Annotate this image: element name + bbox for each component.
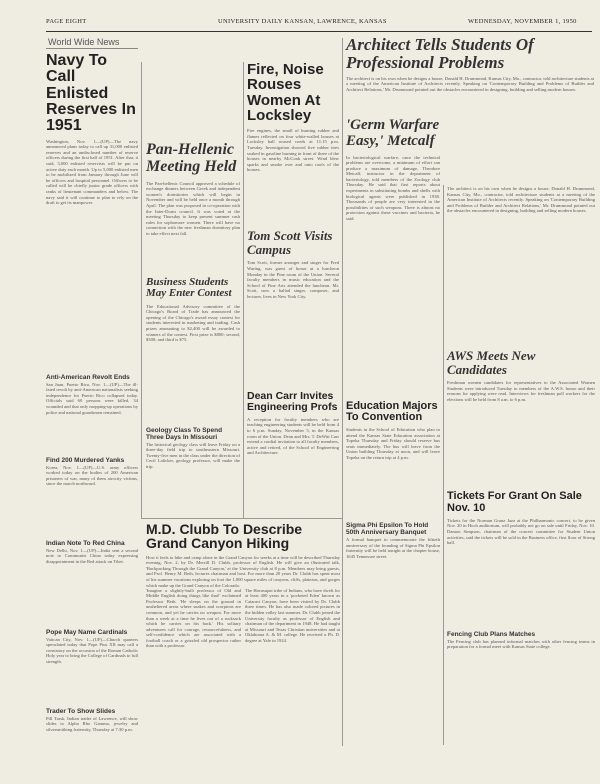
germ-story: In bacteriological warfare, once the technical problems are overcome, a minimum of effort can produce a maximum of damage, Theodore Metcalf, instructor in the department of bacteriology, told members of the Zoology club Thursday. He said that first reports about experiments in substituting bombs and shells with biological agents were published in 1938. Thousands of people are very interested in the possibilities of such weapons. There is almost no protection against these vaccines and bacteria, he said. — [346, 154, 440, 222]
panhellenic-headline: Pan-Hellenic Meeting Held — [146, 141, 237, 175]
geology-headline: Geology Class To Spend Three Days In Missouri — [146, 426, 223, 441]
aws-column — [447, 186, 595, 748]
clubb-lead: How it feels to hike and camp alone in the Grand Canyon for weeks at a time will be described Thursday evening, Nov. 2, by Dr. Merrill D. Clubb, professor of English. He will give an illustrated talk, 'Backpacking Through the Grand Canyon,' at the University club at 8 p.m. Members may bring guests, and Prof. Henry M. Beth, lectures chairman and host. For more than 20 years Dr. Clubb has spent most of his summer vacations exploring on foot the 1,000 square miles of canyons, cliffs, plateaus, and gorges which make up the Grand Canyon of the Colorado. — [146, 554, 340, 588]
column-divider — [243, 62, 244, 518]
issue-date: WEDNESDAY, NOVEMBER 1, 1950 — [468, 18, 577, 25]
revolt-headline: Anti-American Revolt Ends — [46, 373, 130, 381]
panhellenic-column — [146, 142, 240, 516]
fire-story: Fire engines, the small of burning rubber and flames reflected on four white-walled houses at Locksley hall roused coeds at 11:15 p.m. Tuesday. Investigation showed five rubber tires soaked in gasoline burning in front of three of the houses in nearby McCook street. Wind blew sparks and smoke over and onto roofs of the houses. — [247, 128, 339, 173]
germ-column — [346, 118, 440, 748]
revolt-story: San Juan, Puerto Rico, Nov. 1—(UP)—The ill-fated revolt by anti-American nationalists seeking independence for Puerto Rico collapsed today. Officials said 60 persons were killed, 34 wounded and that only mopping-up operations by police and national guardsmen remained. — [46, 381, 138, 415]
clubb-column-left: 'Imagine a slightly-built professor of Old and Middle English doing things like that!' exclaimed Professor Beth. 'He sleeps on the ground in unsheltered areas where snakes and scorpions are common, and yet he carries no weapon. For more than a week at a time he lives out of a rucksack which he carries on his back.' His solitary adventures call for courage, resourcefulness, and self-confidence which are associated with a football coach or a grizzled old prospector rather than with a professor. — [146, 587, 241, 649]
clubb-column-right: The Havasupai tribe of Indians, who have dwelt for at least 400 years in a 'pocketed Eden' known as Cataract Canyon, have been visited by Dr. Clubb three times. He has also made colored pictures in the hidden valley last summer. Dr. Clubb joined the University faculty as professor of English and chairman of the department in 1948. He had taught at Missouri and Texas Christian universities and at Oklahoma A. & M. college. He received a Ph. D. degree at Yale in 1924. — [245, 587, 340, 643]
education-story: Students in the School of Education who plan to attend the Kansas State Education association at Topeka Thursday and Friday should reserve bus seats immediately. The bus will leave from the Union building Thursday at noon, and will leave Topeka on the return trip at 4 p.m. — [346, 426, 440, 460]
fencing-headline: Fencing Club Plans Matches — [447, 630, 536, 638]
navy-story: Washington, Nov. 1—(UP)—The navy announced plans today to call up 31,000 enlisted reserves and an undisclosed number of reserve officers during the first half of 1951. After that, it said, 3,000 enlisted reservists will be put on active duty each month. Up to 5,000 enlisted men to be mobilized from January through June will be officers and hospital personnel. Officers to be called will be chiefly junior grade officers with ranks of lieutenant commanders and below. The navy said it will continue to plan to rely on the draft to get its manpower. — [46, 138, 138, 206]
germ-headline: 'Germ Warfare Easy,' Metcalf — [346, 117, 440, 149]
aws-story: Freshman women candidates for representatives to the Associated Women Students were introduced Tuesday to members of the A.W.S. house and their reasons for applying were read. Interviews for freshman poll workers for the elections will be held from 8 a.m. to 6 p.m. — [447, 380, 595, 403]
pope-headline: Pope May Name Cardinals — [46, 628, 128, 636]
scott-headline: Tom Scott Visits Campus — [247, 228, 333, 257]
sigma-story: A formal banquet to commemorate the fiftieth anniversary of the founding of Sigma Phi Epsilon fraternity will be held tonight at the chapter house, 1645 Tennessee street. — [346, 536, 440, 559]
section-title: World Wide News — [46, 36, 138, 49]
india-headline: Indian Note To Red China — [46, 539, 125, 547]
dean-headline: Dean Carr Invites Engineering Profs — [247, 390, 338, 414]
trader-story: Pill Trask, Indian trader of Lawrence, will show slides to Alpha Rho Gamma, jewelry and silversmithing fraternity, Thursday at 7:30 p.m. — [46, 715, 138, 732]
geology-story: The historical geology class will leave Friday on a three-day field trip to southeastern Missouri. Twenty-five men in the class under the direction of Cecil Lalicker, geology professor, will make the trip. — [146, 441, 240, 470]
scott-story: Tom Scott, former arranger and singer for Fred Waring, was guest of honor at a luncheon Monday in the Pine room of the Union. Several faculty members in music education and the School of Fine Arts attended the luncheon. Mr. Scott, now a ballad singer, composer, and lecturer, lives in New York City. — [247, 260, 339, 300]
business-headline: Business Students May Enter Contest — [146, 275, 232, 300]
world-news-column — [46, 36, 138, 748]
dean-story: A reception for faculty members who are teaching engineering students will be held from 4 to 6 p.m. Sunday, November 5, in the Kansas room of the Union. Dean and Mrs. T. DeWitt Carr extend a cordial invitation to all faculty members, active and retired, of the School of Engineering and Architecture. — [247, 416, 340, 456]
header-rule — [46, 31, 592, 32]
architect-continued: The architect is on his own when he designs a house, Donald H. Drummond, Kansas City, Mo., contractor, told architecture students at a meeting of the American Institute of Architects recently. Speaking on 'Contemporary Building and Problems of Builder and Architect Relations,' Mr. Drummond pointed out the obstacles encountered in designing, building and selling modern houses. — [447, 186, 595, 214]
sigma-headline: Sigma Phi Epsilon To Hold 50th Anniversary Banquet — [346, 521, 429, 536]
yanks-headline: Find 200 Murdered Yanks — [46, 456, 125, 464]
india-story: New Delhi, Nov. 1—(UP)—India sent a second note to Communist China today expressing disappointment in the Red attack on Tibet. — [46, 547, 138, 564]
trader-headline: Trader To Show Slides — [46, 707, 116, 715]
yanks-story: Korea, Nov. 1—(UP)—U.S. army officers worked today on the bodies of 200 American prisoners of war, many of them atrocity victims, since the march northward. — [46, 464, 138, 487]
aws-headline: AWS Meets New Candidates — [447, 348, 536, 377]
column-divider — [141, 62, 142, 518]
navy-headline: Navy To Call Enlisted Reserves In 1951 — [46, 52, 136, 135]
page-header — [0, 16, 600, 30]
education-headline: Education Majors To Convention — [346, 399, 438, 423]
tickets-story: Tickets for the Norman Granz Jazz at the Philharmonic concert, to be given Nov. 20 in Hoch auditorium, will probably not go on sale until Friday, Nov. 10. Damon Simpson, chairman of the concert committee for Student Union activities, said the tickets will be sold in the Business office, first floor of Strong hall. — [447, 517, 595, 546]
column-divider — [443, 185, 444, 745]
architect-headline: Architect Tells Students Of Professional Problems — [346, 35, 534, 72]
page-number: PAGE EIGHT — [46, 18, 87, 25]
paper-name: UNIVERSITY DAILY KANSAN, LAWRENCE, KANSAS — [218, 18, 387, 25]
column-divider — [342, 38, 343, 746]
panhellenic-story: The Pan-hellenic Council approved a schedule of exchange dinners between Greek and independent women's dormitories which will begin in November and will be held once a month through April. The plan was proposed in co-operation with the Inter-Dorm council. It was voted at the meeting Thursday to keep present summer rush rules for sophomore women. There will have no connection with the new freshman dormitory plan to take effect next fall. — [146, 180, 240, 236]
business-story: The Educational Advisory committee of the Chicago's Board of Trade has announced the opening of the Chicago's award essay contest for students interested in marketing and trading. Cash prizes amounting to $2,400 will be awarded to winners of the contest. First prize is $800; second, $300; and third is $75. — [146, 303, 240, 343]
tickets-headline: Tickets For Grant On Sale Nov. 10 — [447, 490, 582, 514]
fire-headline: Fire, Noise Rouses Women At Locksley — [247, 61, 324, 124]
clubb-story — [146, 522, 340, 748]
fencing-story: The Fencing club has planned informal matches with other fencing teams in preparation for a formal meet with Kansas State college. — [447, 638, 595, 650]
locksley-column — [247, 62, 339, 516]
clubb-headline: M.D. Clubb To Describe Grand Canyon Hiking — [146, 521, 303, 552]
architect-story-text: The architect is on his own when he designs a house, Donald H. Drummond, Kansas City, Mo., contractor, told architecture students at a meeting of the American Institute of Architects recently. Speaking on 'Contemporary Building and Problems of Builder and Architect Relations,' Mr. Drummond pointed out the obstacles encountered in designing, building and selling modern houses. — [346, 75, 594, 92]
pope-story: Vatican City, Nov. 1—(UP)—Church quarters speculated today that Pope Pius XII may call a consistory on the occasion of the Roman Catholic Holy year to bring the College of Cardinals to full strength. — [46, 636, 138, 664]
